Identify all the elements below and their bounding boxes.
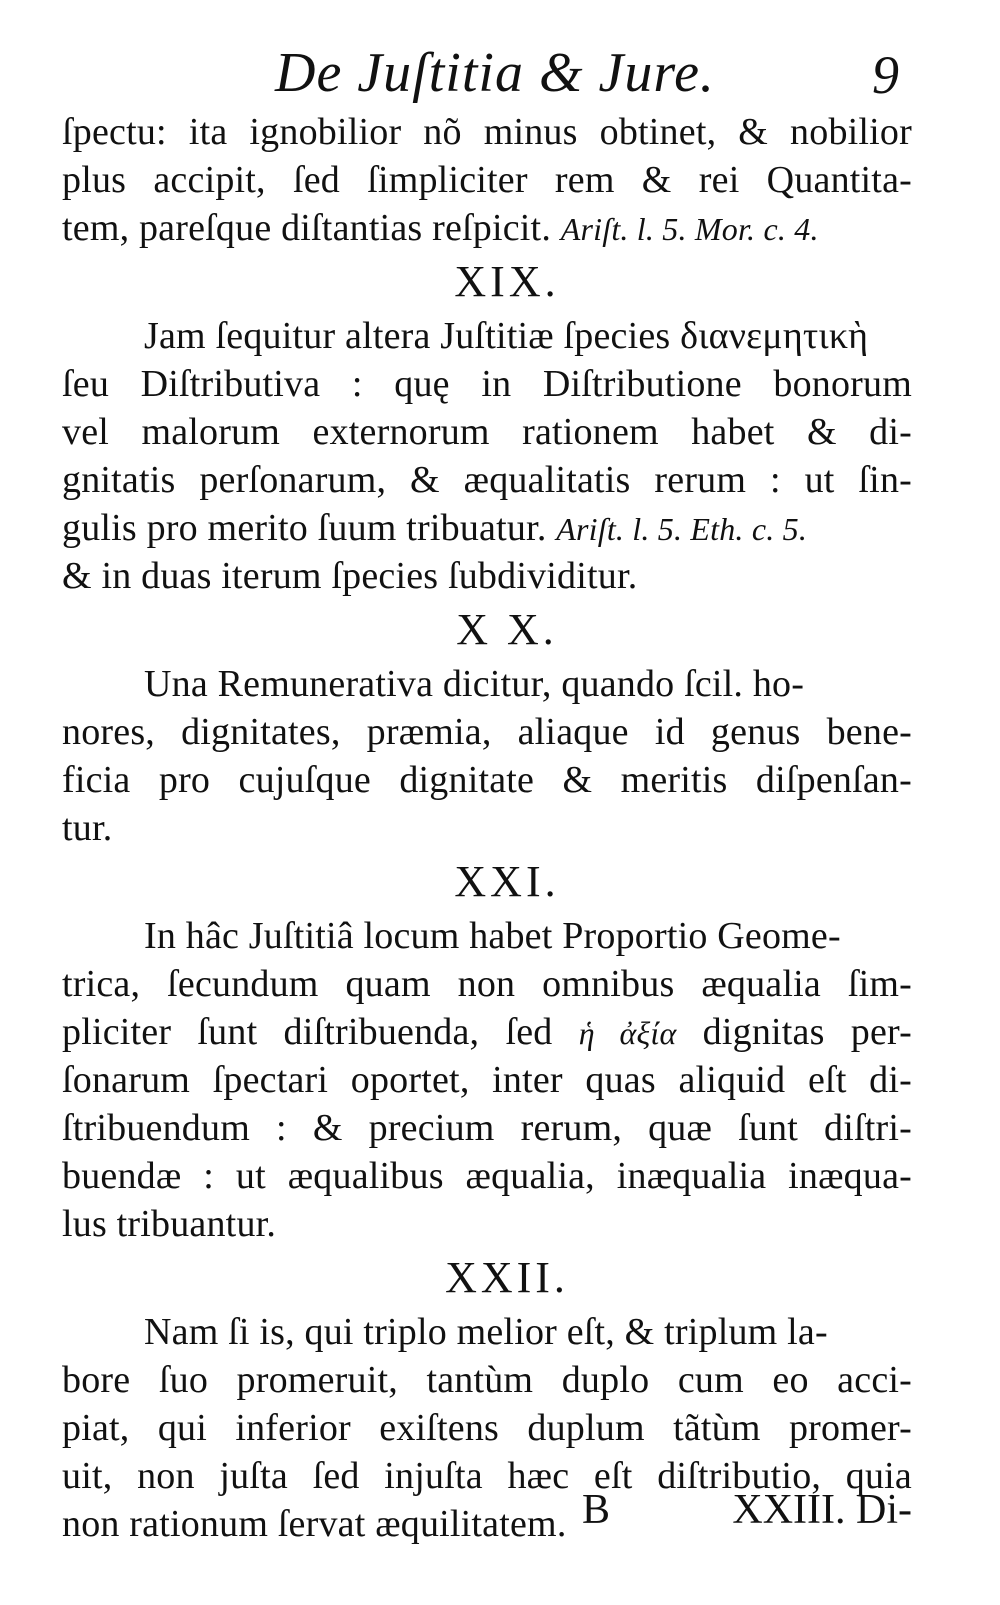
text-line: In hâc Juſtitiâ locum habet Proportio Geome- (144, 915, 841, 957)
section-heading-xix: XIX. (454, 257, 560, 306)
text-run: dignitas per- (702, 1011, 912, 1053)
greek-term: ἡ ἀξία (578, 1015, 677, 1051)
text-line: non rationum ſervat æquilitatem. (62, 1503, 567, 1545)
catchword: XXIII. Di- (732, 1487, 912, 1533)
text-line: Una Remunerativa dicitur, quando ſcil. ho- (144, 663, 805, 705)
text-line: piat, qui inferior exiſtens duplum tãtùm promer- (62, 1407, 912, 1449)
text-line: ſpectu: ita ignobilior nõ minus obtinet, & nobilior (62, 111, 912, 153)
section-xix-body (62, 312, 912, 600)
text-line: vel malorum externorum rationem habet & di- (62, 411, 912, 453)
body-text (62, 108, 912, 1548)
paragraph-1 (62, 108, 912, 252)
text-line: buendæ : ut æqualibus æqualia, inæqualia inæqua- (62, 1155, 912, 1197)
text-line: gnitatis perſonarum, & æqualitatis rerum : ut ſin- (62, 459, 912, 501)
text-run: pliciter ſunt diſtribuenda, ſed (62, 1011, 553, 1053)
text-line (62, 1008, 912, 1056)
section-heading-xx: X X. (456, 605, 558, 654)
running-head (0, 38, 1000, 108)
page-number: 9 (872, 45, 899, 105)
signature-mark: B (582, 1487, 611, 1533)
text-line: ſonarum ſpectari oportet, inter quas aliquid eſt di- (62, 1059, 912, 1101)
section-heading-xxii: XXII. (445, 1253, 569, 1302)
text-line: Jam ſequitur altera Juſtitiæ ſpecies διανεμητικὴ (144, 315, 869, 357)
text-line: Nam ſi is, qui triplo melior eſt, & triplum la- (144, 1311, 828, 1353)
section-heading-xxi: XXI. (454, 857, 560, 906)
text-run: gulis pro merito ſuum tribuatur. (62, 507, 547, 549)
running-title: De Juſtitia & Jure. (275, 42, 715, 104)
text-line: uit, non juſta ſed injuſta hæc eſt diſtributio, quia (62, 1455, 912, 1497)
citation: Ariſt. l. 5. Mor. c. 4. (560, 211, 819, 247)
text-line: ſtribuendum : & precium rerum, quæ ſunt diſtri- (62, 1107, 912, 1149)
text-line: ſeu Diſtributiva : quę in Diſtributione bonorum (62, 363, 912, 405)
text-line: lus tribuantur. (62, 1203, 277, 1245)
text-line: tur. (62, 807, 113, 849)
text-line (62, 204, 912, 252)
text-line: trica, ſecundum quam non omnibus æqualia ſim- (62, 963, 912, 1005)
text-line: plus accipit, ſed ſimpliciter rem & rei Quantita- (62, 159, 912, 201)
text-run: tem, pareſque diſtantias reſpicit. (62, 207, 552, 249)
text-line: bore ſuo promeruit, tantùm duplo cum eo acci- (62, 1359, 912, 1401)
section-xx-body (62, 660, 912, 852)
text-line: ficia pro cujuſque dignitate & meritis diſpenſan- (62, 759, 912, 801)
citation: Ariſt. l. 5. Eth. c. 5. (556, 511, 808, 547)
page-footer (62, 1480, 912, 1540)
text-line: & in duas iterum ſpecies ſubdividitur. (62, 555, 638, 597)
section-xxi-body (62, 912, 912, 1248)
text-line (62, 504, 912, 552)
text-line: nores, dignitates, præmia, aliaque id genus bene- (62, 711, 912, 753)
